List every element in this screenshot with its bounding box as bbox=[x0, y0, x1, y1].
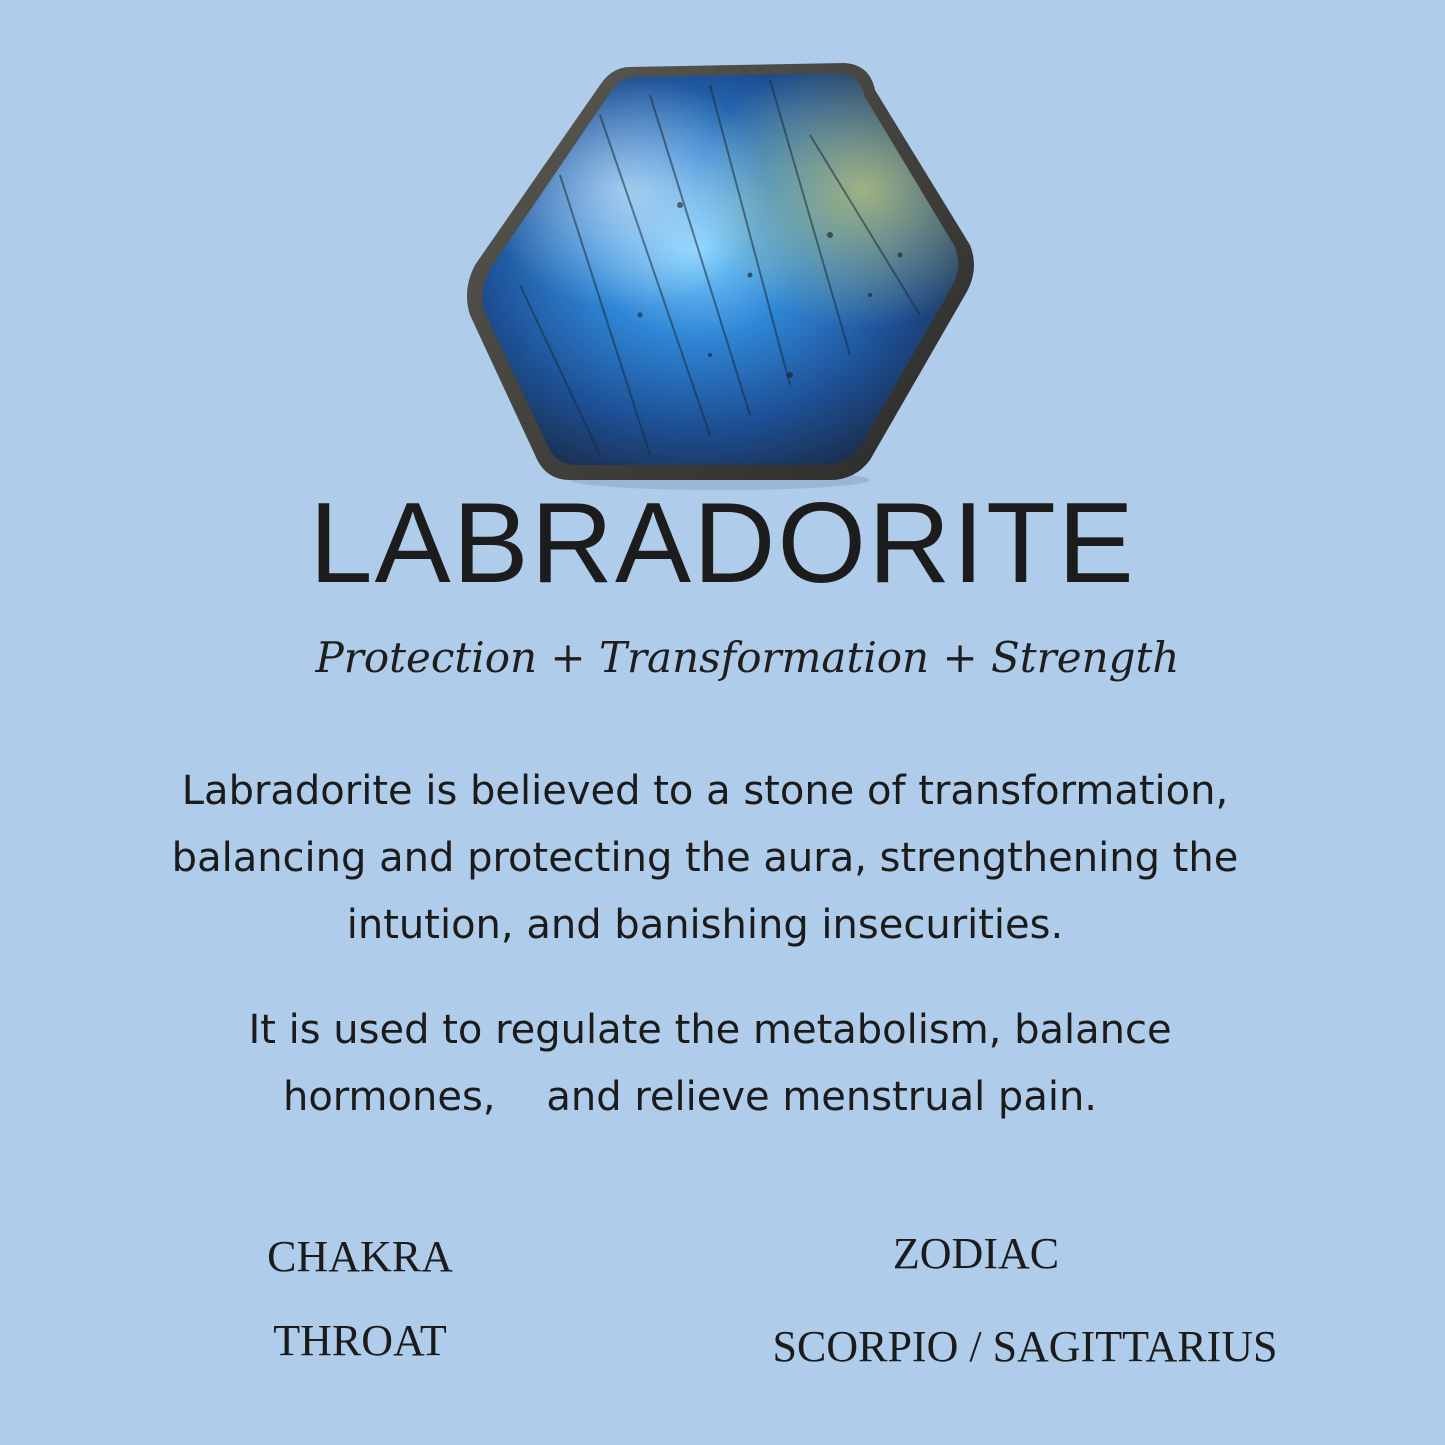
chakra-label: CHAKRA bbox=[267, 1232, 453, 1281]
description-line: balancing and protecting the aura, strengthening the bbox=[171, 835, 1239, 881]
stone-tagline: Protection + Transformation + Strength bbox=[315, 633, 1180, 682]
usage-paragraph bbox=[0, 997, 1420, 1131]
description-paragraph bbox=[0, 758, 1410, 959]
chakra-value: THROAT bbox=[273, 1316, 447, 1365]
description-line: intution, and banishing insecurities. bbox=[346, 902, 1064, 948]
zodiac-label: ZODIAC bbox=[892, 1229, 1060, 1278]
usage-line: hormones, and relieve menstrual pain. bbox=[282, 1074, 1098, 1120]
usage-line: It is used to regulate the metabolism, balance bbox=[248, 1007, 1172, 1053]
stone-title: LABRADORITE bbox=[309, 480, 1136, 607]
description-line: Labradorite is believed to a stone of transformation, bbox=[181, 768, 1229, 814]
labradorite-stone-image bbox=[450, 55, 990, 495]
zodiac-value: SCORPIO / SAGITTARIUS bbox=[772, 1322, 1278, 1371]
